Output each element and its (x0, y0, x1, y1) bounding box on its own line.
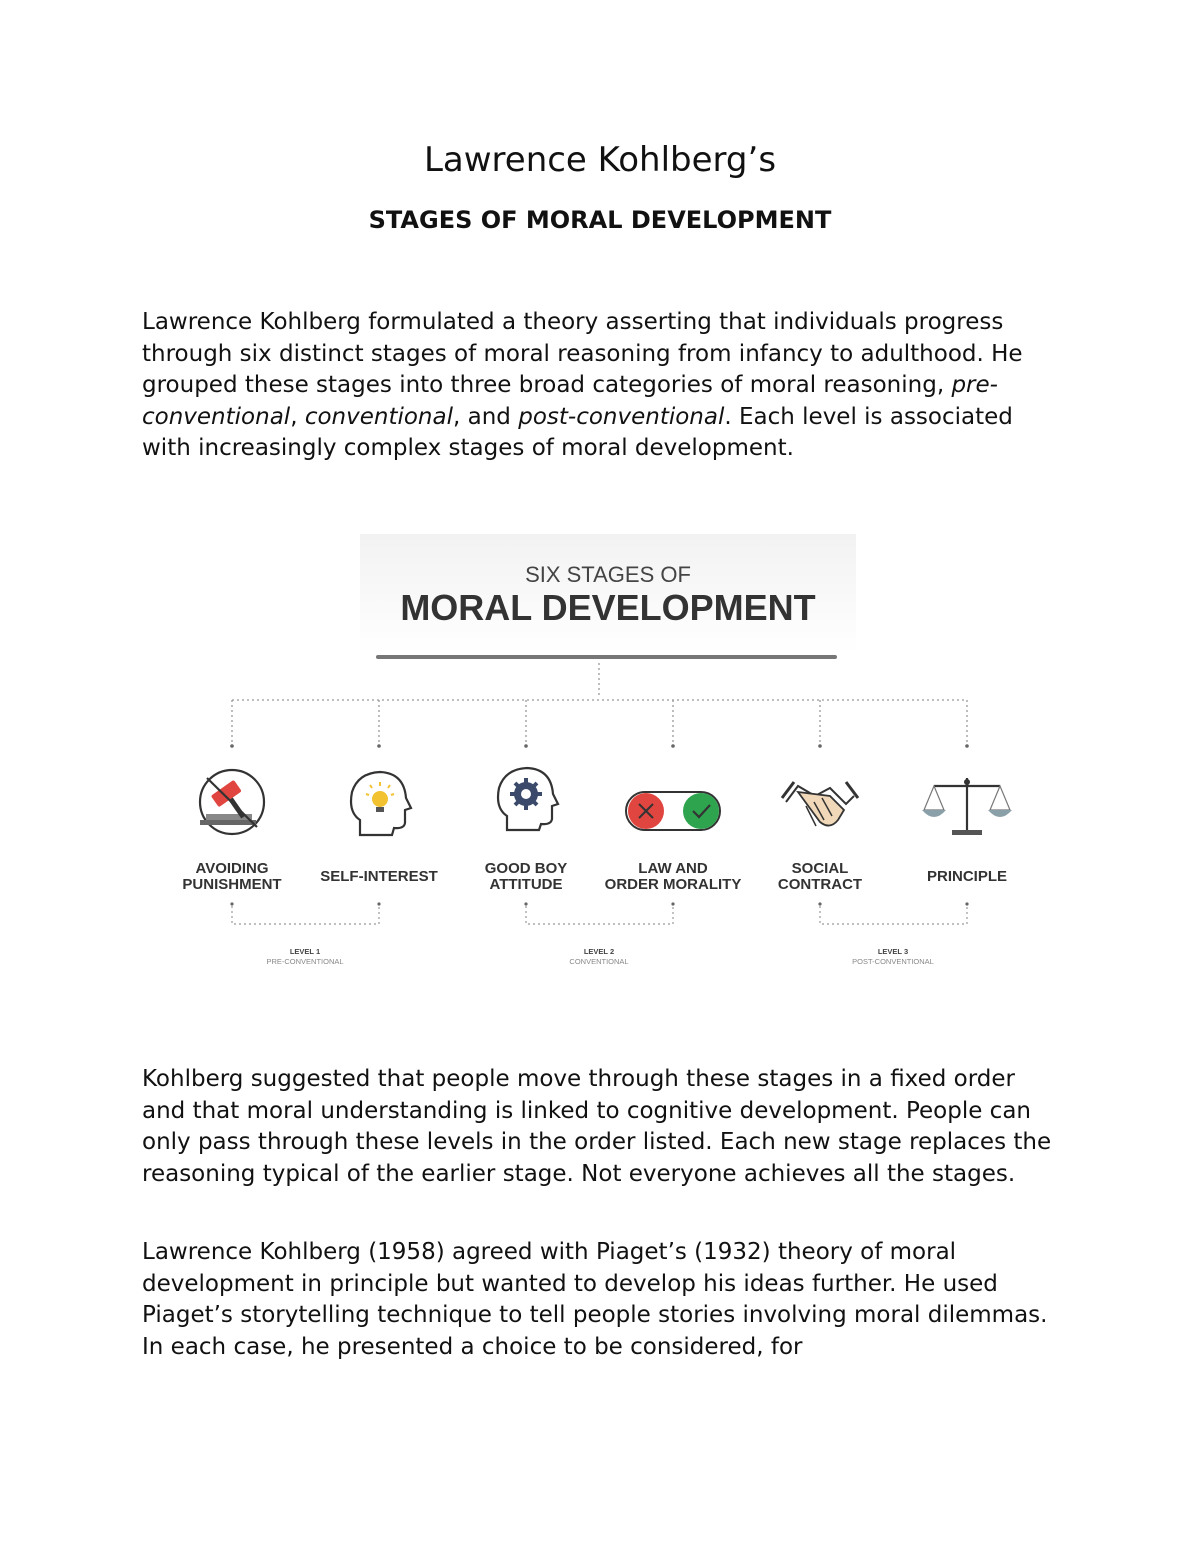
stage-4-label: ORDER MORALITY (604, 876, 742, 893)
intro-text-2: . Each level is associated with increasingly complex stages of moral development. (142, 403, 1013, 461)
level-1-name: PRE-CONVENTIONAL (266, 957, 344, 966)
handshake-icon (782, 782, 858, 826)
term-conventional: conventional (304, 403, 453, 430)
term-post-conventional: post-conventional (518, 403, 725, 430)
scales-icon (922, 778, 1012, 835)
intro-text-1: Lawrence Kohlberg formulated a theory asserting that individuals progress through six distinct stages of moral reasoning from infancy to adulthood. He grouped these stages into three broad categories of moral reasoning, (142, 309, 1023, 398)
figure-heading-large: MORAL DEVELOPMENT (400, 587, 816, 628)
stage-3-label: ATTITUDE (489, 876, 563, 893)
bracket-dots (230, 902, 968, 905)
toggle-icon (626, 792, 720, 830)
body-paragraph-2: Kohlberg suggested that people move through these stages in a fixed order and that moral understanding is linked to cognitive development. People can only pass through these levels in the order listed. Each new stage replaces the reasoning typical of the earlier stage. Not everyone achieves all the stages. (142, 1066, 1052, 1187)
stage-2-label: SELF-INTEREST (320, 868, 438, 885)
stage-6-label: PRINCIPLE (926, 868, 1008, 885)
level-1-label: LEVEL 1 (289, 947, 321, 956)
stage-1-label: PUNISHMENT (182, 876, 282, 893)
stage-5-label: CONTRACT (777, 876, 863, 893)
intro-separator: , and (453, 403, 519, 430)
level-3-name: POST-CONVENTIONAL (852, 957, 934, 966)
level-3-label: LEVEL 3 (877, 947, 909, 956)
connector-dots (230, 744, 969, 748)
stage-labels (182, 860, 1007, 893)
lightbulb-head-icon (351, 772, 411, 835)
stage-5-label: SOCIAL (791, 860, 849, 877)
level-brackets (232, 906, 967, 924)
figure-svg (170, 530, 1020, 980)
page-title: Lawrence Kohlberg’s (423, 140, 777, 180)
stage-3-label: GOOD BOY (484, 860, 568, 877)
body-paragraph-3: Lawrence Kohlberg (1958) agreed with Piaget’s (1932) theory of moral development in principle but wanted to develop his ideas further. He used Piaget’s storytelling technique to tell people stories involving moral dilemmas. In each case, he presented a choice to be considered, for (142, 1239, 1048, 1360)
term-pre-conventional: pre-conventional (142, 372, 998, 430)
intro-paragraph (142, 307, 1062, 465)
stage-4-label: LAW AND (638, 860, 708, 877)
level-labels (266, 947, 933, 966)
moral-development-figure (170, 530, 1020, 980)
level-2-name: CONVENTIONAL (569, 957, 629, 966)
page-subtitle: STAGES OF MORAL DEVELOPMENT (368, 206, 832, 234)
gear-head-icon (498, 768, 558, 830)
figure-heading-small: SIX STAGES OF (525, 562, 691, 587)
intro-separator: , (290, 403, 305, 430)
gavel-icon (200, 770, 264, 834)
level-2-label: LEVEL 2 (583, 947, 615, 956)
stage-1-label: AVOIDING (195, 860, 269, 877)
tree-connectors (232, 663, 967, 745)
